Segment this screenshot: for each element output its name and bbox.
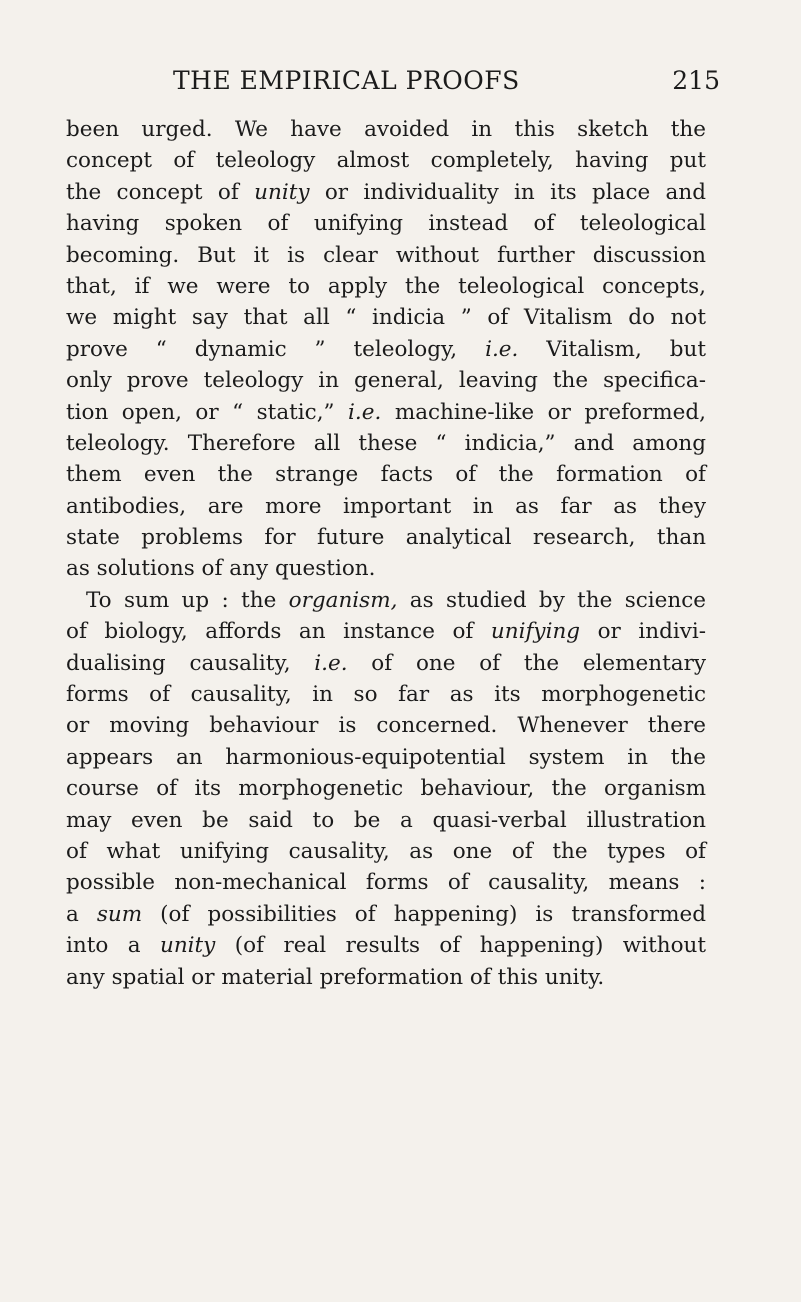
text-segment: course of its morphogenetic behaviour, the organism bbox=[66, 776, 706, 802]
text-line bbox=[66, 491, 706, 522]
text-line bbox=[66, 710, 706, 741]
text-line bbox=[66, 742, 706, 773]
text-line bbox=[66, 962, 706, 993]
italic-text: i.e. bbox=[485, 336, 519, 362]
italic-text: unity bbox=[159, 933, 216, 959]
text-line bbox=[66, 365, 706, 396]
running-title: THE EMPIRICAL PROOFS bbox=[173, 66, 520, 95]
text-segment: only prove teleology in general, leaving the specifica- bbox=[66, 368, 706, 394]
text-segment: of one of the elementary bbox=[347, 650, 706, 676]
text-segment: machine-like or preformed, bbox=[381, 399, 707, 425]
text-segment: having spoken of unifying instead of teleological bbox=[66, 211, 706, 237]
text-segment: dualising causality, bbox=[66, 650, 315, 676]
text-line bbox=[66, 867, 706, 898]
italic-text: sum bbox=[96, 901, 143, 927]
body-text bbox=[66, 114, 706, 993]
text-segment: (of possibilities of happening) is transformed bbox=[142, 901, 706, 927]
text-segment: forms of causality, in so far as its morphogenetic bbox=[66, 682, 706, 708]
page-number: 215 bbox=[672, 66, 720, 95]
text-line bbox=[66, 616, 706, 647]
text-line bbox=[66, 208, 706, 239]
text-segment: or indivi- bbox=[580, 619, 706, 645]
text-line bbox=[66, 334, 706, 365]
text-segment: or moving behaviour is concerned. Whenever there bbox=[66, 713, 706, 739]
running-head bbox=[100, 66, 720, 106]
text-line bbox=[66, 773, 706, 804]
text-segment: may even be said to be a quasi-verbal illustration bbox=[66, 807, 706, 833]
text-line bbox=[66, 679, 706, 710]
italic-text: unifying bbox=[490, 619, 581, 645]
text-line bbox=[66, 459, 706, 490]
italic-text: i.e. bbox=[314, 650, 348, 676]
text-segment: that, if we were to apply the teleological concepts, bbox=[66, 273, 706, 299]
text-line bbox=[66, 114, 706, 145]
text-segment: tion open, or “ static,” bbox=[66, 399, 349, 425]
text-line bbox=[66, 240, 706, 271]
text-segment: becoming. But it is clear without further discussion bbox=[66, 242, 706, 268]
text-line bbox=[66, 522, 706, 553]
text-segment: prove “ dynamic ” teleology, bbox=[66, 336, 486, 362]
text-line bbox=[66, 428, 706, 459]
text-segment: a bbox=[66, 901, 97, 927]
text-line bbox=[66, 553, 706, 584]
text-line bbox=[66, 836, 706, 867]
italic-text: i.e. bbox=[348, 399, 382, 425]
text-segment: we might say that all “ indicia ” of Vitalism do not bbox=[66, 305, 706, 331]
text-line bbox=[66, 585, 706, 616]
text-segment: (of real results of happening) without bbox=[215, 933, 706, 959]
text-line bbox=[66, 271, 706, 302]
text-segment: To sum up : the bbox=[86, 587, 289, 613]
text-segment: them even the strange facts of the formation of bbox=[66, 462, 706, 488]
italic-text: unity bbox=[254, 179, 310, 205]
text-segment: antibodies, are more important in as far as they bbox=[66, 493, 706, 519]
text-line bbox=[66, 302, 706, 333]
text-line bbox=[66, 648, 706, 679]
text-segment: appears an harmonious-equipotential system in the bbox=[66, 744, 706, 770]
text-line bbox=[66, 930, 706, 961]
text-segment: as solutions of any question. bbox=[66, 556, 376, 582]
text-segment: Vitalism, but bbox=[518, 336, 706, 362]
text-segment: as studied by the science bbox=[397, 587, 707, 613]
text-line bbox=[66, 397, 706, 428]
text-segment: been urged. We have avoided in this sketch the bbox=[66, 117, 706, 142]
text-line bbox=[66, 177, 706, 208]
text-line bbox=[66, 805, 706, 836]
text-segment: any spatial or material preformation of this unity. bbox=[66, 964, 605, 990]
text-segment: possible non-mechanical forms of causality, means : bbox=[66, 870, 706, 896]
text-segment: of biology, affords an instance of bbox=[66, 619, 491, 645]
text-segment: or individuality in its place and bbox=[309, 179, 706, 205]
text-line bbox=[66, 145, 706, 176]
text-segment: concept of teleology almost completely, having put bbox=[66, 148, 706, 174]
text-segment: the concept of bbox=[66, 179, 255, 205]
text-segment: into a bbox=[66, 933, 160, 959]
text-segment: state problems for future analytical research, than bbox=[66, 525, 706, 551]
text-segment: teleology. Therefore all these “ indicia,” and among bbox=[66, 430, 706, 456]
text-line bbox=[66, 899, 706, 930]
text-segment: of what unifying causality, as one of the types of bbox=[66, 838, 706, 864]
italic-text: organism, bbox=[288, 587, 398, 613]
